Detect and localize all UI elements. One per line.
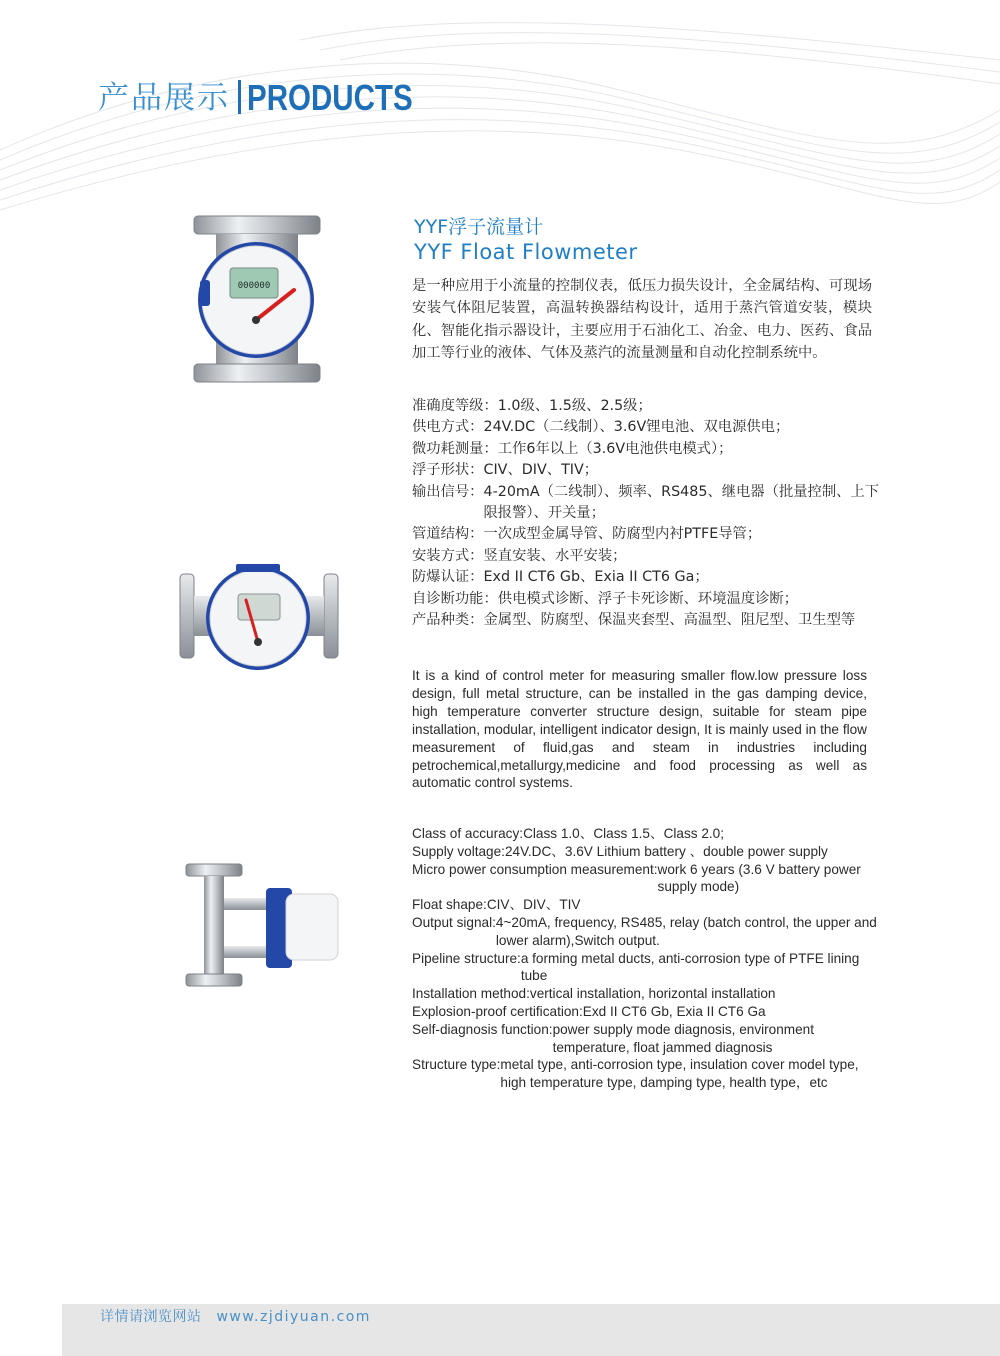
- spec-item: Supply voltage: 24V.DC、3.6V Lithium battery 、double power supply: [412, 843, 828, 859]
- spec-item: 供电方式： 24V.DC（二线制）、3.6V锂电池、双电源供电；: [412, 419, 790, 436]
- spec-item: Explosion-proof certification: Exd II CT6 Gb, Exia II CT6 Ga: [412, 1003, 766, 1019]
- spec-item: Structure type: metal type, anti-corrosion type, insulation cover model type, high temperature type, damping type, health type，etc: [412, 1057, 859, 1091]
- page-header: [98, 72, 449, 120]
- spec-item: 产品种类： 金属型、防腐型、保温夹套型、高温型、阻尼型、卫生型等: [412, 612, 856, 629]
- spec-item: 输出信号： 4-20mA（二线制）、频率、RS485、继电器（批量控制、上下限报警）、开关量；: [412, 483, 880, 522]
- spec-item: 微功耗测量： 工作6年以上（3.6V电池供电模式）；: [412, 440, 733, 457]
- spec-item: Installation method: vertical installation, horizontal installation: [412, 986, 776, 1002]
- footer-website-link[interactable]: www.zjdiyuan.com: [216, 1309, 371, 1325]
- flowmeter-horizontal-image: [176, 560, 342, 670]
- product-name-cn: YYF浮子流量计: [414, 216, 544, 238]
- footer-text: [100, 1306, 371, 1326]
- spec-item: 管道结构： 一次成型金属导管、防腐型内衬PTFE导管；: [412, 526, 762, 543]
- spec-item: Pipeline structure: a forming metal ducts, anti-corrosion type of PTFE lining tube: [412, 950, 860, 984]
- spec-item: 准确度等级： 1.0级、1.5级、2.5级；: [412, 398, 652, 414]
- spec-item: Class of accuracy: Class 1.0、Class 1.5、Class 2.0;: [412, 826, 725, 841]
- product-name-en: YYF Float Flowmeter: [414, 240, 638, 264]
- flowmeter-vertical-image: [186, 210, 328, 390]
- page-footer: [62, 1304, 1000, 1356]
- header-title-en: PRODUCTS: [247, 77, 413, 118]
- spec-list-cn: [412, 396, 882, 631]
- spec-item: 防爆认证： Exd II CT6 Gb、Exia II CT6 Ga；: [412, 569, 709, 586]
- spec-item: 安装方式： 竖直安装、水平安装；: [412, 547, 627, 564]
- spec-item: Output signal: 4~20mA, frequency, RS485, relay (batch control, the upper and lower alarm),Switch output.: [412, 914, 877, 948]
- spec-item: Micro power consumption measurement: work 6 years (3.6 V battery power supply mode): [412, 861, 861, 895]
- product-description-cn: 是一种应用于小流量的控制仪表，低压力损失设计，全金属结构、可现场安装气体阻尼装置，高温转换器结构设计，适用于蒸汽管道安装，模块化、智能化指示器设计，主要应用于石油化工、冶金、电力、医药、食品加工等行业的液体、气体及蒸汽的流量测量和自动化控制系统中。: [412, 278, 872, 362]
- spec-item: 浮子形状： CIV、DIV、TIV；: [412, 462, 599, 479]
- spec-list-en: [412, 825, 882, 1092]
- product-description-en: It is a kind of control meter for measuring smaller flow.low pressure loss design, full metal structure, can be installed in the gas damping device, high temperature converter structure design, suitable for steam pipe installation, modular, intelligent indicator design, It is mainly used in the flow measurement of fluid,gas and steam in industries including petrochemical,metallurgy,medicine and food processing as well as automatic control systems.: [412, 668, 867, 791]
- spec-item: 自诊断功能： 供电模式诊断、浮子卡死诊断、环境温度诊断；: [412, 590, 799, 607]
- flowmeter-side-image: [182, 858, 342, 992]
- spec-item: Self-diagnosis function: power supply mode diagnosis, environment temperature, float jammed diagnosis: [412, 1021, 815, 1055]
- lcd-reading: 000000: [237, 281, 271, 291]
- header-divider: [238, 80, 241, 114]
- header-title-cn: 产品展示: [98, 80, 230, 116]
- spec-item: Float shape: CIV、DIV、TIV: [412, 897, 581, 913]
- footer-label: 详情请浏览网站: [100, 1309, 202, 1325]
